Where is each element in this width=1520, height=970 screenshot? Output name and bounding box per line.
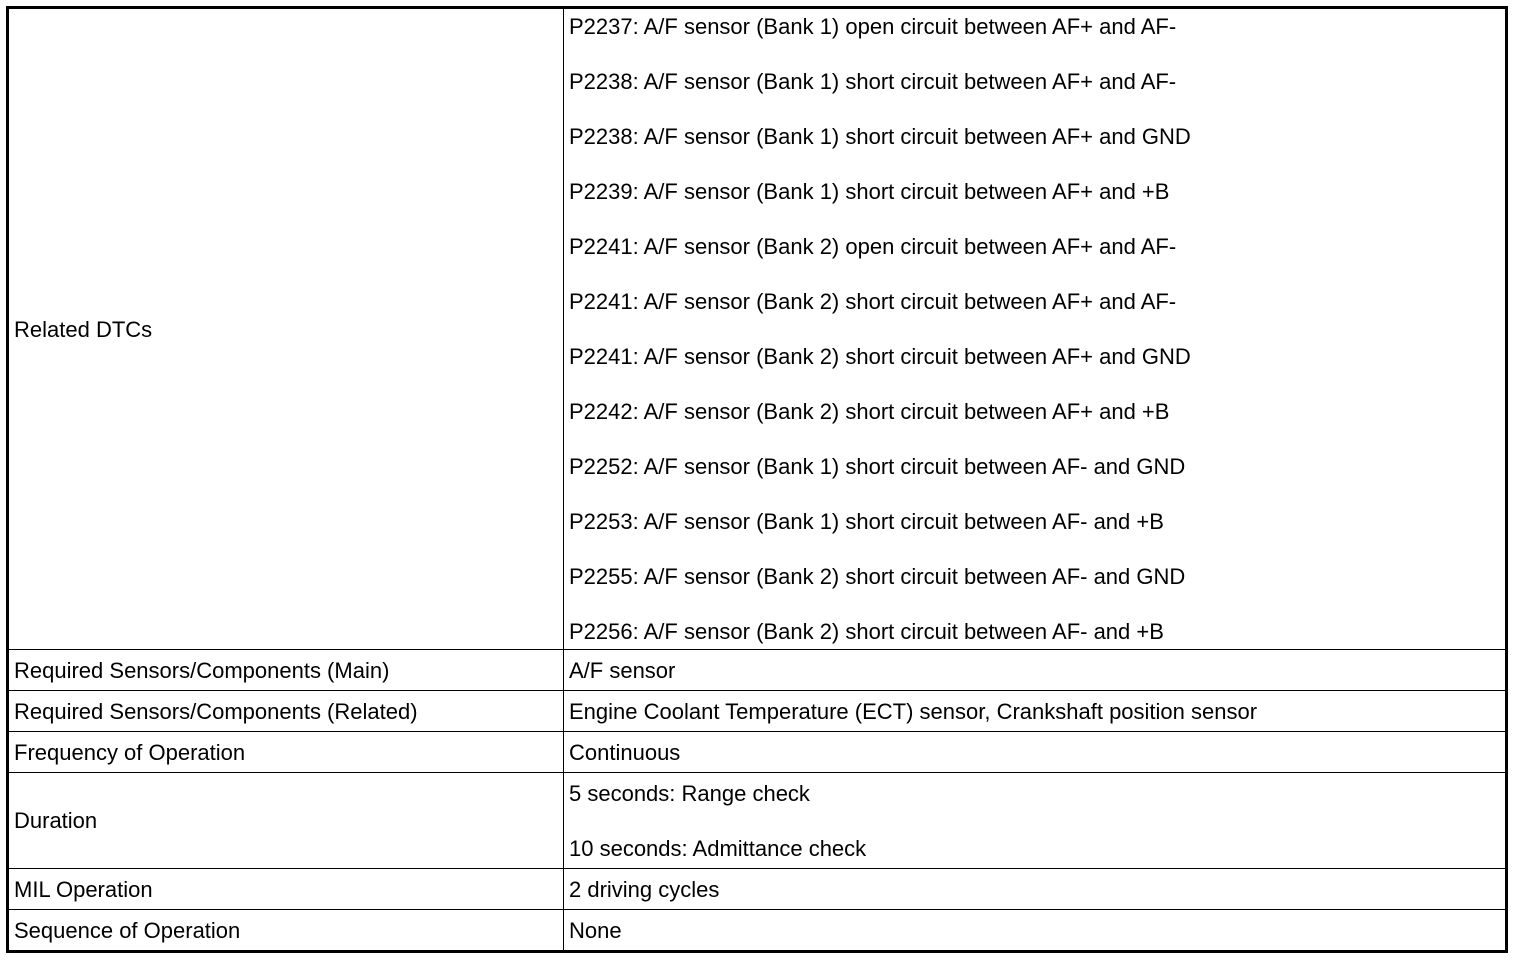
dtc-item: P2256: A/F sensor (Bank 2) short circuit between AF- and +B bbox=[569, 619, 1164, 644]
table-row bbox=[8, 8, 1507, 650]
row-label: Required Sensors/Components (Related) bbox=[8, 691, 564, 732]
row-label: Duration bbox=[8, 773, 564, 869]
dtc-item: P2242: A/F sensor (Bank 2) short circuit between AF+ and +B bbox=[569, 399, 1170, 424]
dtc-item: P2241: A/F sensor (Bank 2) short circuit between AF+ and AF- bbox=[569, 289, 1177, 314]
row-label: Sequence of Operation bbox=[8, 910, 564, 952]
row-label: Frequency of Operation bbox=[8, 732, 564, 773]
row-label: Related DTCs bbox=[8, 8, 564, 650]
dtc-item: P2252: A/F sensor (Bank 1) short circuit between AF- and GND bbox=[569, 454, 1186, 479]
row-label: Required Sensors/Components (Main) bbox=[8, 650, 564, 691]
table-row bbox=[8, 773, 1507, 869]
dtc-item: P2239: A/F sensor (Bank 1) short circuit between AF+ and +B bbox=[569, 179, 1170, 204]
table-row bbox=[8, 869, 1507, 910]
duration-item: 10 seconds: Admittance check bbox=[569, 835, 867, 861]
dtc-list bbox=[569, 14, 1505, 644]
table-row bbox=[8, 732, 1507, 773]
table-row bbox=[8, 910, 1507, 952]
dtc-item: P2238: A/F sensor (Bank 1) short circuit between AF+ and AF- bbox=[569, 69, 1177, 94]
dtc-item: P2238: A/F sensor (Bank 1) short circuit between AF+ and GND bbox=[569, 124, 1191, 149]
spec-table bbox=[6, 6, 1508, 953]
duration-item: 5 seconds: Range check bbox=[569, 780, 810, 806]
dtc-item: P2237: A/F sensor (Bank 1) open circuit between AF+ and AF- bbox=[569, 14, 1177, 39]
row-value: Continuous bbox=[564, 732, 1507, 773]
table-row bbox=[8, 691, 1507, 732]
row-value: Engine Coolant Temperature (ECT) sensor, Crankshaft position sensor bbox=[564, 691, 1507, 732]
row-value bbox=[564, 773, 1507, 869]
dtc-item: P2255: A/F sensor (Bank 2) short circuit between AF- and GND bbox=[569, 564, 1186, 589]
row-label: MIL Operation bbox=[8, 869, 564, 910]
dtc-item: P2253: A/F sensor (Bank 1) short circuit between AF- and +B bbox=[569, 509, 1164, 534]
duration-list bbox=[569, 781, 1505, 861]
dtc-item: P2241: A/F sensor (Bank 2) open circuit between AF+ and AF- bbox=[569, 234, 1177, 259]
row-value: A/F sensor bbox=[564, 650, 1507, 691]
dtc-item: P2241: A/F sensor (Bank 2) short circuit between AF+ and GND bbox=[569, 344, 1191, 369]
row-value: None bbox=[564, 910, 1507, 952]
table-row bbox=[8, 650, 1507, 691]
row-value: 2 driving cycles bbox=[564, 869, 1507, 910]
row-value bbox=[564, 8, 1507, 650]
